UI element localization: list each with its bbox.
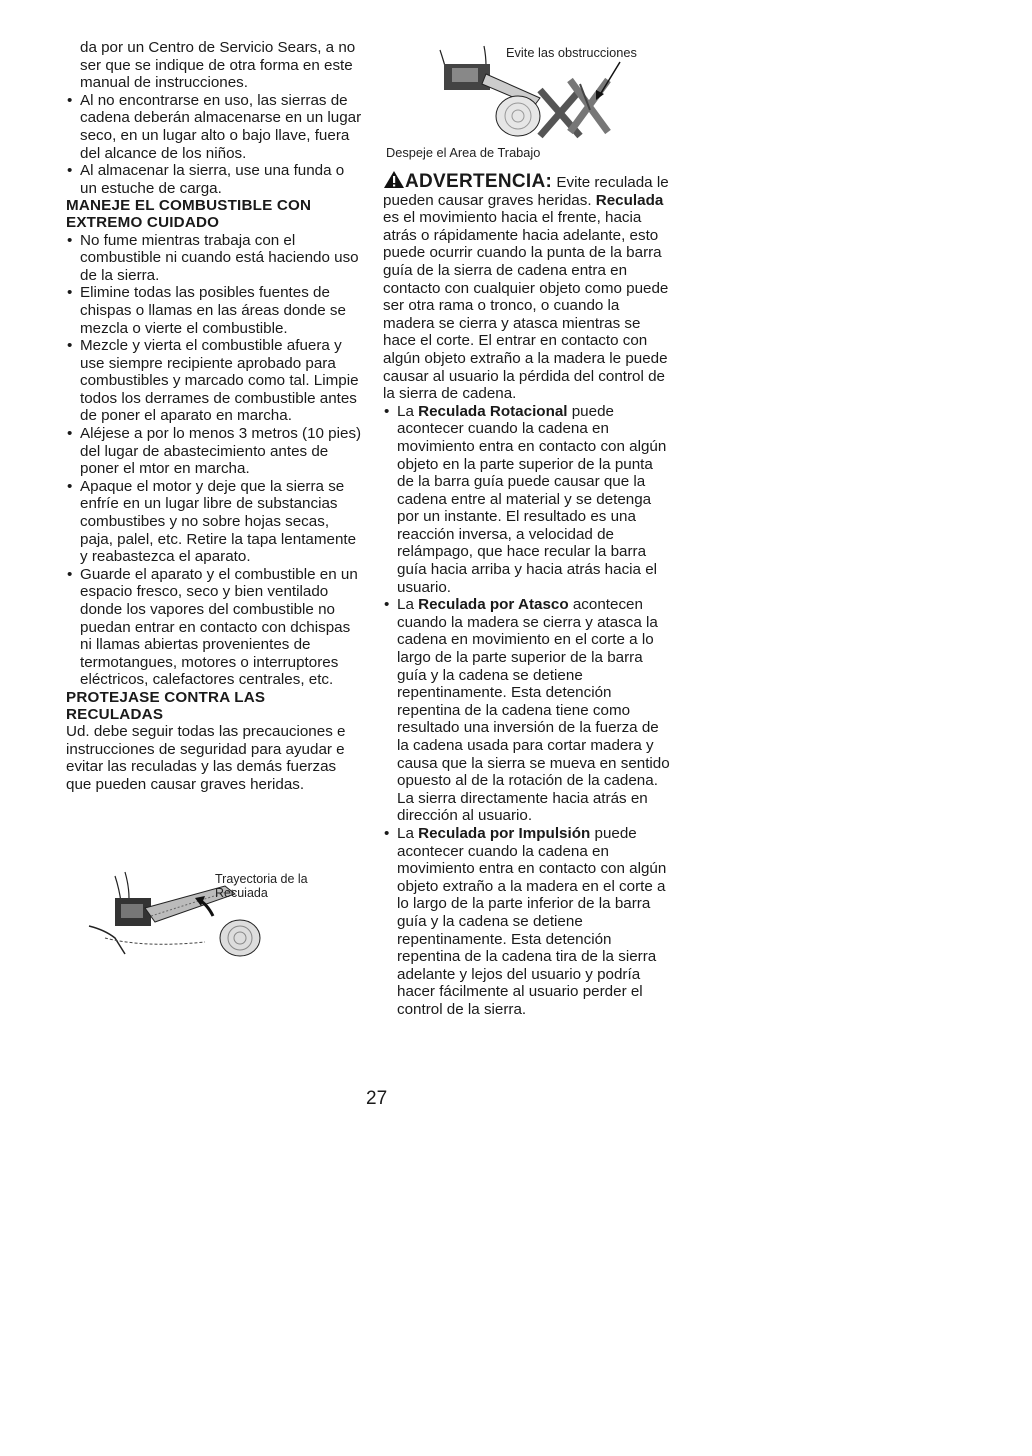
heading-kickback: PROTEJASE CONTRA LAS RECULADAS <box>66 688 266 723</box>
list-item: • Al no encontrarse en uso, las sierras de cadena deberán almacenarse en un lugar seco, en un lugar alto o bajo llave, fuera del alcance de los niños. <box>66 92 362 162</box>
list-item: • La Reculada Rotacional puede acontecer cuando la cadena en movimiento entra en contacto con algún objeto en la parte superior de la punta de la barra guía puede causar que la cadena entre al material y se detenga por un instante. El resultado es una reacción inversa, a velocidad de relámpago, que hace recular la barra guía hacia arriba y hacia atrás hacia el usuario. <box>383 403 673 597</box>
kickback-intro: Ud. debe seguir todas las precauciones e instrucciones de seguridad para ayudar e evitar las reculadas y las demás fuerzas que pueden causar graves heridas. <box>66 723 346 793</box>
warning-text: es el movimiento hacia el frente, hacia atrás o rápidamente hacia adelante, esto puede ocurrir cuando la punta de la barra guía de la sierra de cadena entra en contacto con cualquier objeto como puede ser otra rama o tronco, o cuando la madera se cierra y atasca mientras se hace el corte. El entrar en contacto con algún objeto extraño a la madera le puede causar al usuario la pérdida del control de la sierra de cadena. <box>383 209 669 403</box>
warning-paragraph <box>383 170 673 403</box>
warning-title: ADVERTENCIA: <box>405 171 553 192</box>
kickback-caption: Trayectoria de la Recuiada <box>215 872 308 900</box>
term-pushback: Reculada por Impulsión <box>418 824 591 842</box>
list-item: • Al almacenar la sierra, use una funda o un estuche de carga. <box>66 162 362 197</box>
list-item: • La Reculada por Atasco acontecen cuando la madera se cierra y atasca la cadena en movimiento en el corte a lo largo de la parte superior de la barra guía y la cadena se detiene repentinamente. Esta detención repentina de la cadena tiene como resultado una inversión de la fuerza de la cadena usada para cortar madera y causa que la sierra se mueva en sentido opuesto al de la rotación de la cadena. La sierra directamente hacia atrás en dirección al usuario. <box>383 596 673 825</box>
list-item: • Mezcle y vierta el combustible afuera y use siempre recipiente aprobado para combustibles y marcado como tal. Limpie todos los derrames de combustible antes de poner el aparato en marcha. <box>66 337 362 425</box>
page-number: 27 <box>366 1088 388 1109</box>
obstructions-label: Evite las obstrucciones <box>506 45 637 60</box>
list-item: • Apaque el motor y deje que la sierra se enfríe en un lugar libre de substancias combustibes y no sobre hojas secas, paja, palel, etc. Retire la tapa lentamente y reabastezca el aparato. <box>66 478 362 566</box>
list-item: • Elimine todas las posibles fuentes de chispas o llamas en las áreas donde se mezcla o vierte el combustible. <box>66 284 362 337</box>
list-item: • No fume mientras trabaja con el combustible ni cuando está haciendo uso de la sierra. <box>66 232 362 285</box>
warning-term: Reculada <box>595 191 664 209</box>
work-area-caption: Despeje el Area de Trabajo <box>386 145 541 160</box>
right-column <box>383 170 673 1019</box>
term-rotational: Reculada Rotacional <box>418 402 568 420</box>
warning-text: Evite reculada le pueden causar graves heridas. <box>383 174 669 209</box>
intro-continuation: da por un Centro de Servicio Sears, a no ser que se indique de otra forma en este manual de instrucciones. <box>80 39 356 92</box>
warning-triangle-icon <box>383 170 405 189</box>
left-column <box>66 39 362 794</box>
list-item: • La Reculada por Impulsión puede acontecer cuando la cadena en movimiento entra en contacto con algún objeto extraño a la madera en el corte a lo largo de la parte inferior de la barra guía y la cadena se detiene repentinamente. Esta detención repentina de la cadena tira de la sierra adelante y lejos del usuario y podría hacer fácilmente al usuario perder el control de la sierra. <box>383 825 673 1019</box>
heading-fuel: MANEJE EL COMBUSTIBLE CON EXTREMO CUIDADO <box>66 197 312 231</box>
list-item: • Aléjese a por lo menos 3 metros (10 pies) del lugar de abastecimiento antes de poner el mtor en marcha. <box>66 425 362 478</box>
term-pinch: Reculada por Atasco <box>418 596 569 614</box>
list-item: • Guarde el aparato y el combustible en un espacio fresco, seco y bien ventilado donde los vapores del combustible no puedan entrar en contacto con dchispas ni llamas abiertas provenientes de termotangues, motores o interruptores eléctricos, calefactores centrales, etc. <box>66 566 362 689</box>
